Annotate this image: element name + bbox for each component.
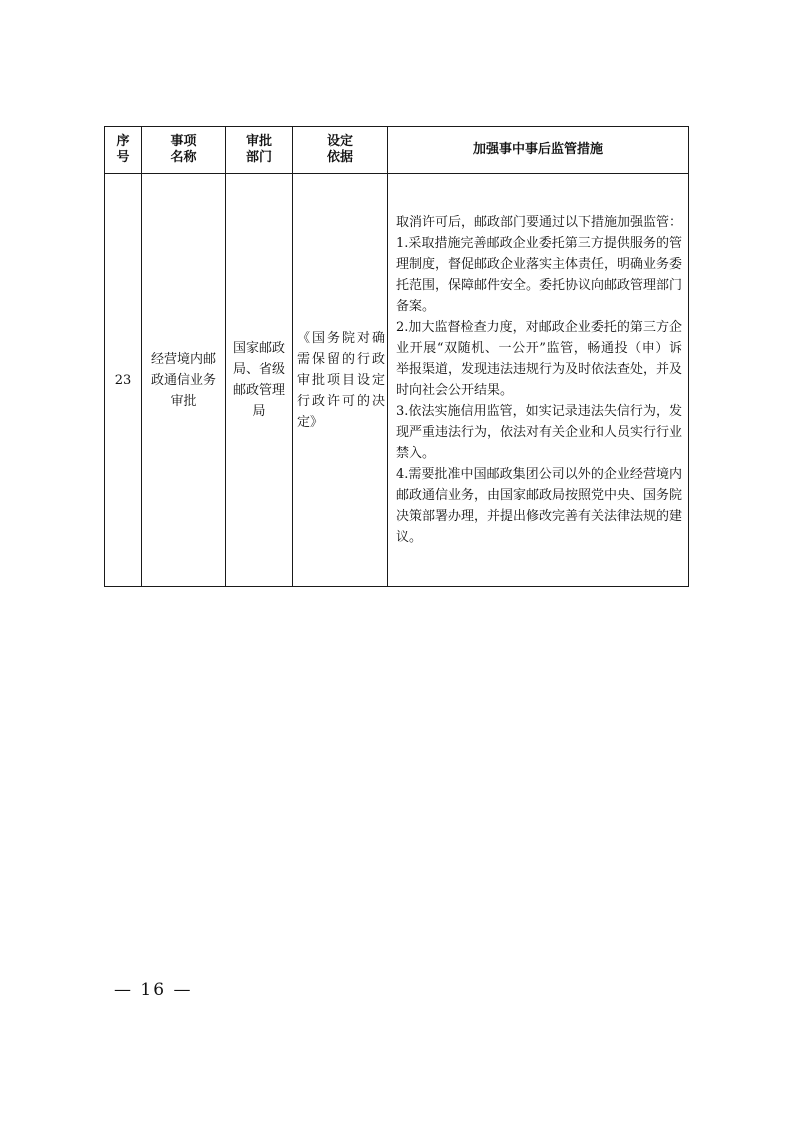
serial-number-cell: 23 bbox=[105, 174, 142, 587]
page-number: — 16 — bbox=[114, 980, 193, 1000]
header-approval-department: 审批 部门 bbox=[226, 127, 293, 174]
measure-item-3: 3.依法实施信用监管，如实记录违法失信行为，发现严重违法行为，依法对有关企业和人员实行行业禁入。 bbox=[396, 404, 683, 461]
header-legal-basis: 设定 依据 bbox=[293, 127, 388, 174]
table-header-row bbox=[105, 127, 689, 174]
measures-intro: 取消许可后，邮政部门要通过以下措施加强监管： bbox=[396, 215, 683, 230]
supervision-measures-cell bbox=[388, 174, 689, 587]
legal-basis-cell: 《国务院对确需保留的行政审批项目设定行政许可的决定》 bbox=[293, 174, 388, 587]
header-supervision-measures: 加强事中事后监管措施 bbox=[388, 127, 689, 174]
regulatory-measures-table bbox=[104, 126, 689, 587]
approval-department-cell: 国家邮政局、省级邮政管理局 bbox=[226, 174, 293, 587]
item-name-cell: 经营境内邮政通信业务审批 bbox=[142, 174, 226, 587]
measure-item-1: 1.采取措施完善邮政企业委托第三方提供服务的管理制度，督促邮政企业落实主体责任，明确业务委托范围，保障邮件安全。委托协议向邮政管理部门备案。 bbox=[396, 236, 683, 314]
measure-item-4: 4.需要批准中国邮政集团公司以外的企业经营境内邮政通信业务，由国家邮政局按照党中央、国务院决策部署办理，并提出修改完善有关法律法规的建议。 bbox=[396, 467, 683, 545]
header-serial-number: 序 号 bbox=[105, 127, 142, 174]
measure-item-2: 2.加大监督检查力度，对邮政企业委托的第三方企业开展“双随机、一公开”监管，畅通投（申）诉举报渠道，发现违法违规行为及时依法查处，并及时向社会公开结果。 bbox=[396, 320, 683, 398]
header-item-name: 事项 名称 bbox=[142, 127, 226, 174]
table-row bbox=[105, 174, 689, 587]
